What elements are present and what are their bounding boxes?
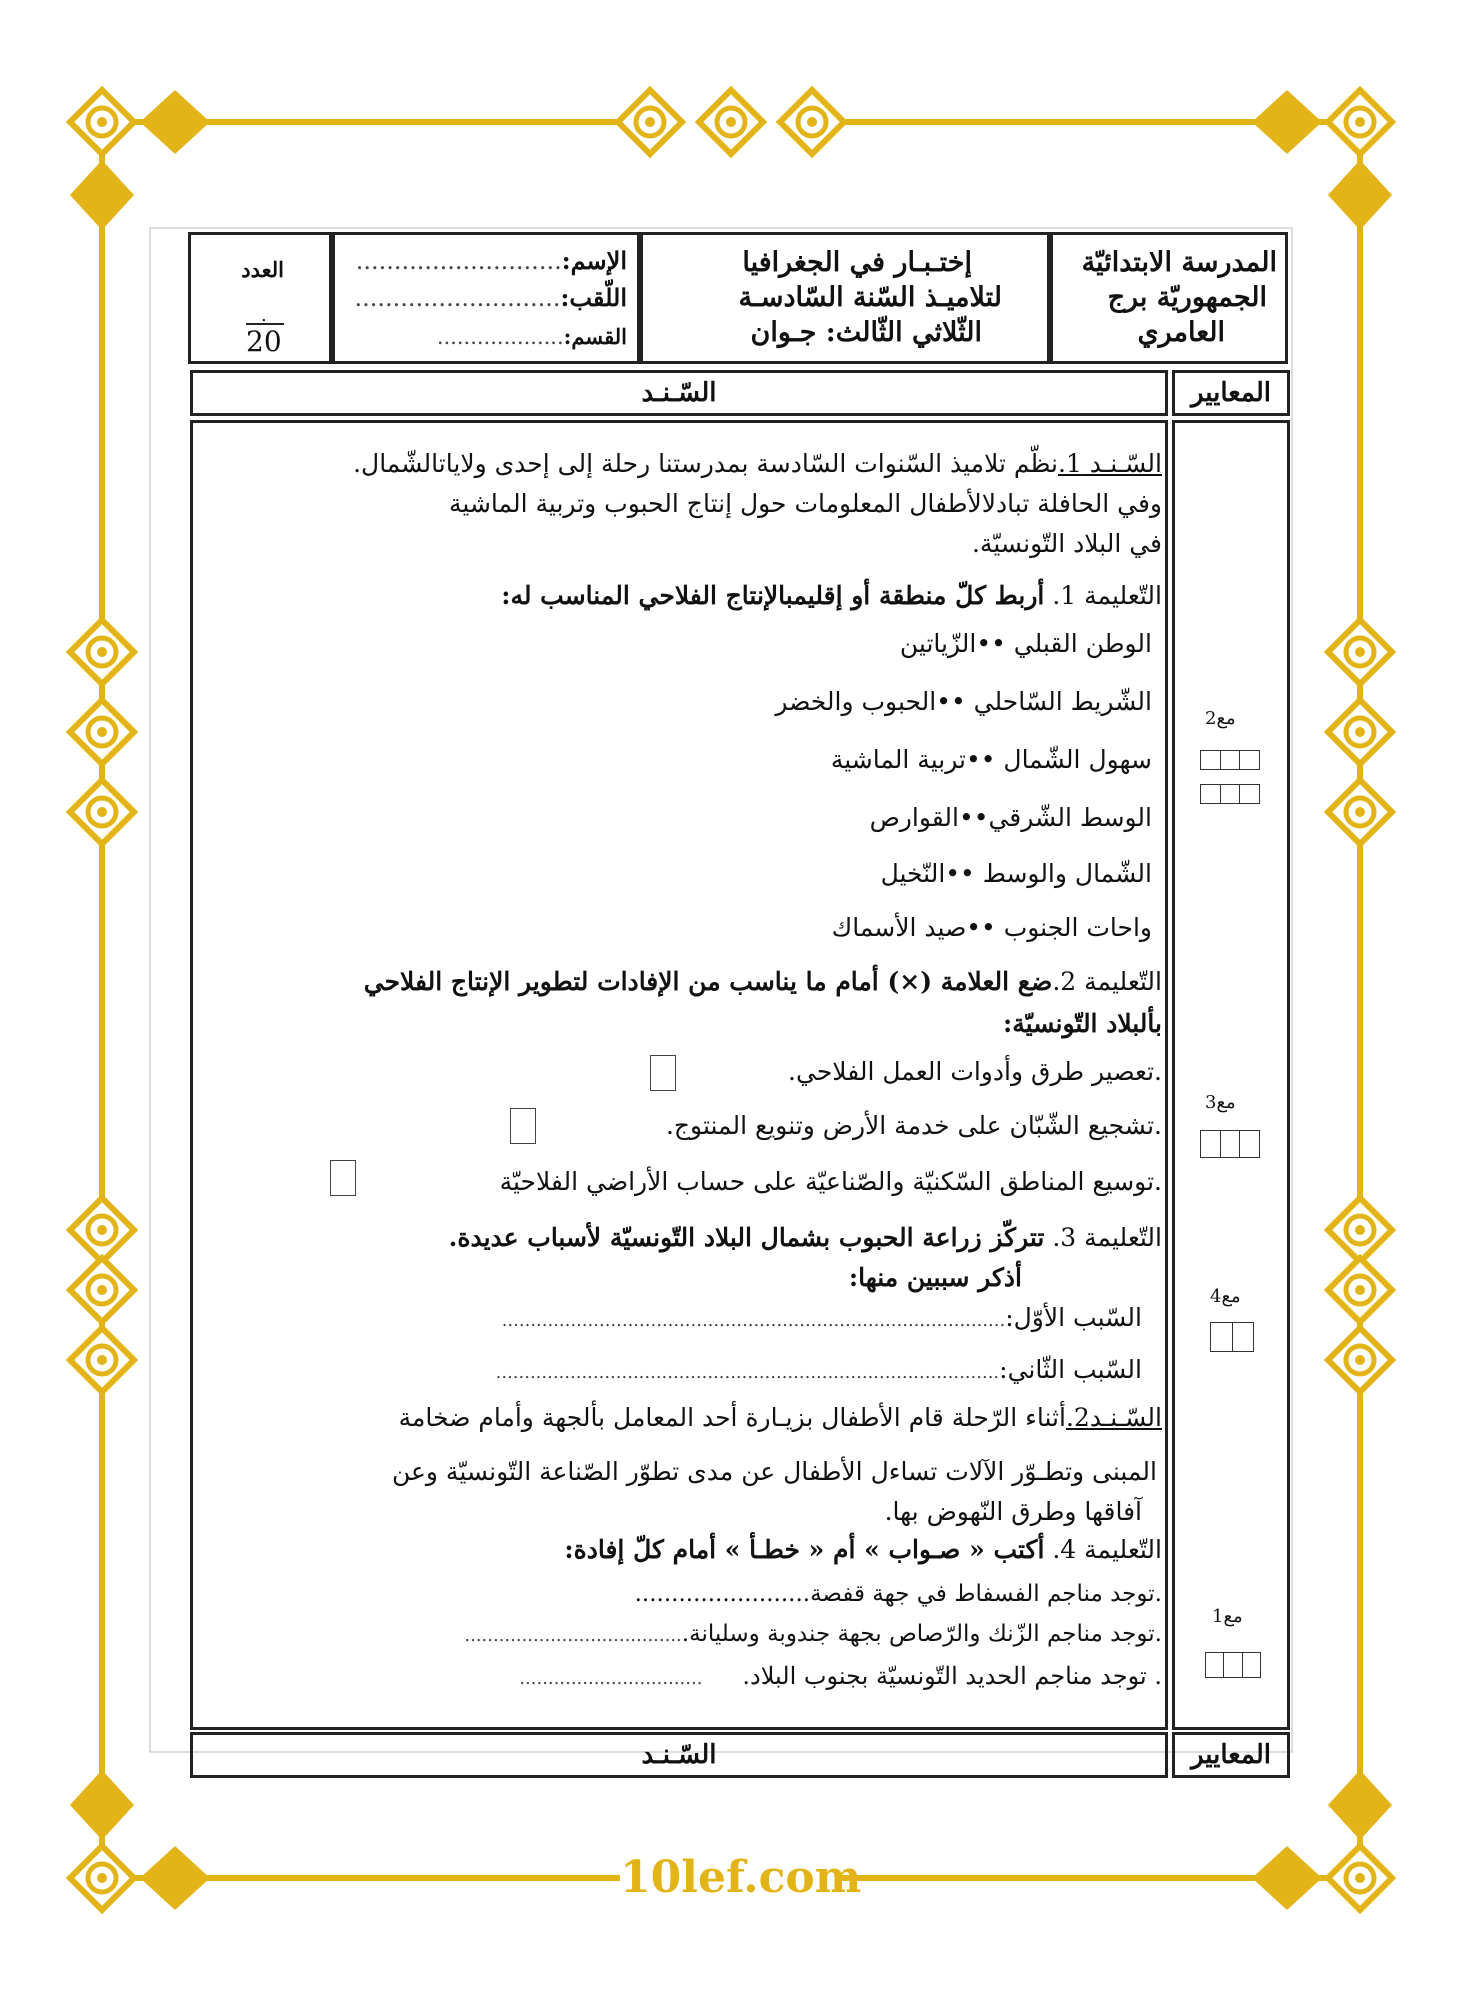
class-field[interactable] [437,319,627,355]
frame-ring-dot [97,727,107,737]
q3-reason-2[interactable] [496,1354,1142,1389]
criterion-4-label: مع4 [1210,1286,1241,1307]
name-dots: ........................... [355,247,562,275]
q1-label: التّعليمة 1. [1052,581,1162,610]
q2-text-2: بألبلاد التّونسيّة: [1003,1009,1162,1038]
criterion-1-grid[interactable] [1205,1652,1261,1678]
frame-ring-dot [807,117,817,127]
doc2-line-3: آفاقها وطرق النّهوض بها. [884,1497,1142,1526]
q1-pair-5[interactable]: الشّمال والوسط ••النّخيل [880,859,1152,888]
criterion-2-label: مع2 [1205,708,1236,729]
doc2-heading: السّـنـد2. [1065,1403,1162,1432]
grade-cell [188,232,332,364]
q4-text: أكتب « صـواب » أم « خطـأ » أمام كلّ إفادة: [564,1535,1045,1564]
frame-ring-dot [97,1355,107,1365]
school-line-3: العامري [1137,317,1225,348]
frame-ring-dot [645,117,655,127]
criterion-2-grid-2[interactable] [1200,784,1260,804]
grade-total: 20 [246,325,282,358]
grade-dot: . [261,305,267,326]
doc2-line-1 [399,1402,1162,1434]
school-line-2: الجمهوريّة برج [1107,282,1267,313]
frame-ring-dot [97,647,107,657]
q1-pair-6[interactable]: واحات الجنوب ••صيد الأسماك [831,913,1152,942]
q2-item-2: .تشجيع الشّبّان على خدمة الأرض وتنويع المنتوج. [665,1111,1162,1140]
q1-pair-1[interactable]: الوطن القبلي ••الزّياتين [899,629,1152,658]
exam-title-cell [640,232,1050,364]
criteria-footer: المعايير [1172,1732,1290,1778]
frame-ring-dot [97,1225,107,1235]
q4-item-3-text: . توجد مناجم الحديد التّونسيّة بجنوب البلاد. [742,1662,1162,1690]
exam-title-line-3: الثّلاثي الثّالث: جـوان [750,317,982,348]
frame-ring-dot [1355,727,1365,737]
document-footer: السّـنـد [190,1732,1168,1778]
q4-label: التّعليمة 4. [1052,1535,1162,1564]
school-line-1: المدرسة الابتدائيّة [1081,247,1277,278]
grade-label: العدد [241,257,284,282]
frame-ring-dot [726,117,736,127]
q2-checkbox-2[interactable] [510,1108,536,1144]
class-dots: ................... [436,325,564,349]
document-header: السّـنـد [190,370,1168,416]
surname-field[interactable] [355,280,627,316]
name-field[interactable] [356,243,627,279]
frame-ring-dot [97,807,107,817]
doc1-line-1 [353,448,1162,480]
frame-ring-dot [1355,1225,1365,1235]
q4-item-2-text: .توجد مناجم الزّنك والرّصاص بجهة جندوبة وسليانة. [681,1621,1162,1647]
frame-ring-dot [1355,117,1365,127]
q3-reason-1-label: السّبب الأوّل: [1005,1303,1142,1332]
student-info-cell [332,232,640,364]
doc1-heading: السّـنـد 1. [1058,449,1162,478]
q1-text: أربط كلّ منطقة أو إقليمبالإنتاج الفلاحي المناسب له: [501,581,1045,610]
q4-item-2-dots: ...................................... [464,1625,682,1646]
criteria-header: المعايير [1172,370,1290,416]
frame-ring-dot [1355,1873,1365,1883]
frame-ring-dot [1355,1355,1365,1365]
exam-title-line-2: لتلاميـذ السّنة السّادسـة [738,282,1002,313]
q3-text: تتركّز زراعة الحبوب بشمال البلاد التّونسيّة لأسباب عديدة. [448,1223,1045,1252]
q2-item-3: .توسيع المناطق السّكنيّة والصّناعيّة على حساب الأراضي الفلاحيّة [499,1167,1162,1196]
q1-pair-4[interactable]: الوسط الشّرقي••القوارص [869,803,1152,832]
criteria-column [1172,420,1290,1730]
surname-dots: ........................... [354,284,561,312]
q3-reason-2-label: السّبب الثّاني: [999,1355,1142,1384]
q4-item-3[interactable] [519,1660,1162,1695]
frame-ring-dot [1355,1285,1365,1295]
doc1-text-1: نظّم تلاميذ السّنوات السّادسة بمدرستنا رحلة إلى إحدى ولاياتالشّمال. [353,449,1058,478]
school-cell [1050,232,1288,364]
q4-item-1[interactable]: .توجد مناجم الفسفاط في جهة قفصة........................ [634,1581,1162,1607]
doc1-line-2: وفي الحافلة تبادلالأطفال المعلومات حول إنتاج الحبوب وتربية الماشية [449,489,1162,518]
criterion-2-grid-1[interactable] [1200,750,1260,770]
q4-instruction [564,1534,1162,1566]
criterion-1-label: مع1 [1212,1606,1243,1627]
q4-item-3-dots: ................................ [519,1668,703,1689]
surname-label: اللّقب: [560,283,627,312]
q3-label: التّعليمة 3. [1052,1223,1162,1252]
doc2-text-1: أثناء الرّحلة قام الأطفال بزيـارة أحد المعامل بألجهة وأمام ضخامة [398,1403,1066,1432]
criterion-3-grid[interactable] [1200,1130,1260,1158]
q2-label: التّعليمة 2. [1052,967,1162,996]
q2-checkbox-3[interactable] [330,1160,356,1196]
q1-pair-2[interactable]: الشّريط السّاحلي ••الحبوب والخضر [775,687,1152,716]
q3-reason-1[interactable] [502,1302,1142,1337]
q3-reason-1-dots: ........................................................................................ [501,1310,1006,1331]
frame-ring-dot [97,1285,107,1295]
q4-item-2[interactable] [464,1618,1162,1652]
class-label: القسم: [563,324,627,349]
q1-pair-3[interactable]: سهول الشّمال ••تربية الماشية [830,745,1152,774]
q2-instruction [364,966,1162,998]
frame-ring-dot [97,117,107,127]
exam-title-line-1: إختـبـار في الجغرافيا [742,247,972,278]
q3-instruction [449,1222,1162,1254]
q2-text: ضع العلامة (×) أمام ما يناسب من الإفادات لتطوير الإنتاج الفلاحي [363,967,1053,996]
criterion-4-grid[interactable] [1210,1322,1254,1352]
q3-reason-2-dots: ........................................................................................ [495,1362,1000,1383]
q2-item-1: .تعصير طرق وأدوات العمل الفلاحي. [788,1057,1162,1086]
q2-checkbox-1[interactable] [650,1055,676,1091]
frame-ring-dot [1355,647,1365,657]
criterion-3-label: مع3 [1205,1092,1236,1113]
site-watermark: 10lef.com [620,1850,842,1906]
q1-instruction [501,580,1162,612]
frame-ring-dot [97,1873,107,1883]
q3-text-2: أذكر سببين منها: [848,1263,1022,1292]
doc1-line-3: في البلاد التّونسيّة. [971,529,1162,558]
name-label: الإسم: [561,246,627,275]
frame-ring-dot [1355,807,1365,817]
doc2-line-2: المبنى وتطـوّر الآلات تساءل الأطفال عن مدى تطوّر الصّناعة التّونسيّة وعن [391,1457,1157,1486]
